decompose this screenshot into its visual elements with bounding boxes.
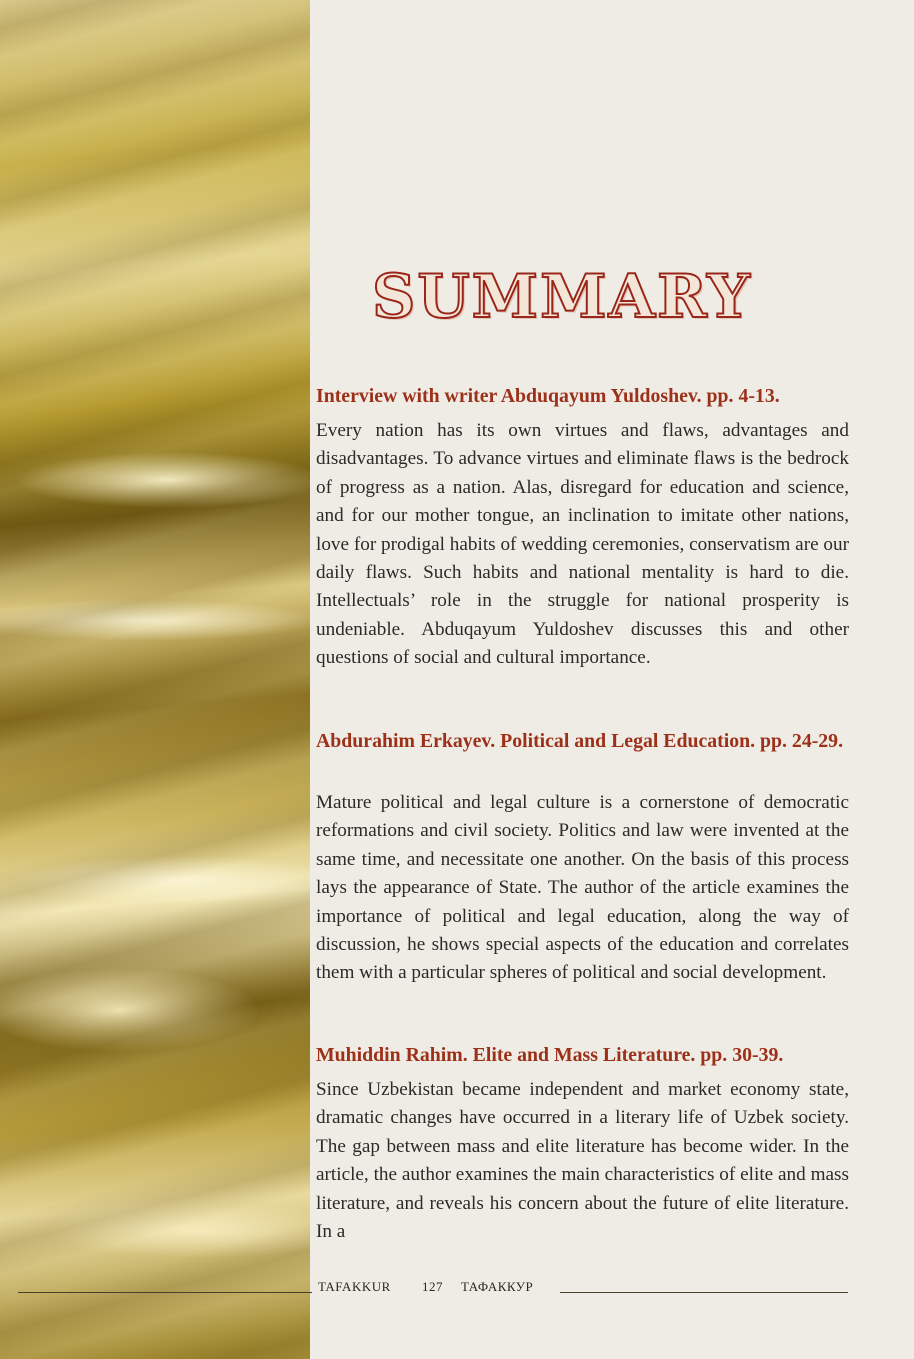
journal-name-cyrillic: ТАФАККУР: [461, 1279, 534, 1294]
decorative-gold-band: [0, 0, 310, 1359]
article-heading: Muhiddin Rahim. Elite and Mass Literature. pp. 30-39.: [316, 1044, 784, 1066]
page-number: 127: [422, 1279, 443, 1294]
article-body: Mature political and legal culture is a cornerstone of democratic reformations and civil society. Politics and law were invented at the same time, and necessitate one another. On the basis of this process lays the appearance of State. The author of the article examines the importance of political and legal education, along the way of discussion, he shows special aspects of the education and correlates them with a particular spheres of political and social development.: [316, 792, 849, 984]
page-footer: [0, 1278, 914, 1298]
article-body: Every nation has its own virtues and flaws, advantages and disadvantages. To advance virtues and eliminate flaws is the bedrock of progress as a nation. Alas, disregard for education and science, and for our mother tongue, an inclination to imitate other nations, love for prodigal habits of wedding ceremonies, conservatism are our daily flaws. Such habits and national mentality is hard to die. Intellectuals’ role in the struggle for national prosperity is undeniable. Abduqayum Yuldoshev discusses this and other questions of social and cultural importance.: [316, 420, 849, 669]
footer-rule: [18, 1292, 312, 1293]
footer-rule: [560, 1292, 848, 1293]
article-body: Since Uzbekistan became independent and market economy state, dramatic changes have occurred in a literary life of Uzbek society. The gap between mass and elite literature has become wider. In the article, the author examines the main characteristics of elite and mass literature, and reveals his concern about the future of elite literature. In a: [316, 1079, 849, 1243]
page-title: SUMMARY: [372, 262, 752, 332]
journal-name-latin: TAFAKKUR: [318, 1279, 391, 1294]
article-heading: Abdurahim Erkayev. Political and Legal Education. pp. 24-29.: [316, 730, 844, 752]
article-heading: Interview with writer Abduqayum Yuldoshev. pp. 4-13.: [316, 385, 780, 407]
